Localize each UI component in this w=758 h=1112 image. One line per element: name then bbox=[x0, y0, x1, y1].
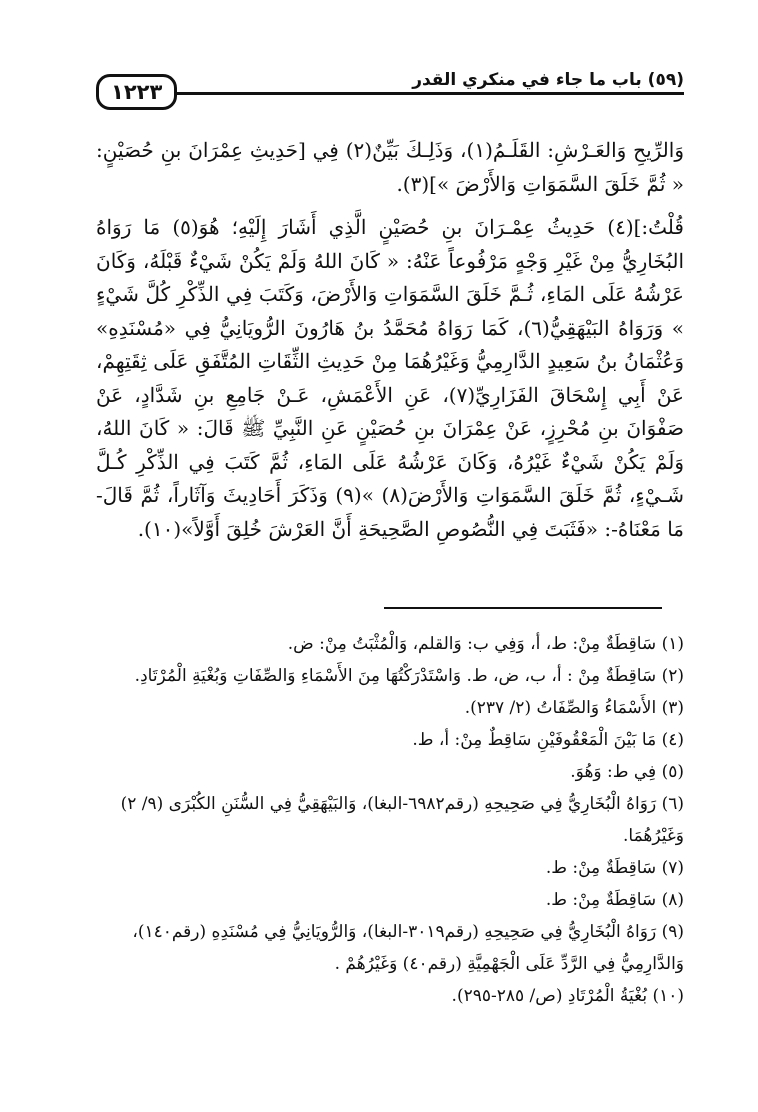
header-rule bbox=[96, 92, 684, 95]
paragraph: قُلْتُ:](٤) حَدِيثُ عِمْـرَانَ بنِ حُصَيْنٍ الَّذِي أَشَارَ إِلَيْهِ؛ هُوَ(٥) مَا رَوَاهُ البُخَارِيُّ مِنْ غَيْرِ وَجْهٍ مَرْفُوعاً عَنْهُ: « كَانَ اللهُ وَلَمْ يَكُنْ شَيْءٌ قَبْلَهُ، وَكَانَ عَرْشُهُ عَلَى المَاءِ، ثُـمَّ خَلَقَ السَّمَوَاتِ وَالأَرْضَ، وَكَتَبَ فِي الذِّكْرِ كُلَّ شَيْءٍ » وَرَوَاهُ البَيْهَقِيُّ(٦)، كَمَا رَوَاهُ مُحَمَّدُ بنُ هَارُونَ الرُّويَانِيُّ فِي «مُسْنَدِهِ» وَعُثْمَانُ بنُ سَعِيدٍ الدَّارِمِيُّ وَغَيْرُهُمَا مِنْ حَدِيثِ الثِّقَاتِ المُتَّفَقِ عَلَى ثِقَتِهِمْ، عَنْ أَبِي إِسْحَاقَ الفَزَارِيِّ(٧)، عَنِ الأَعْمَشِ، عَـنْ جَامِعِ بنِ شَدَّادٍ، عَنْ صَفْوَانَ بنِ مُحْرِزٍ، عَنْ عِمْرَانَ بنِ حُصَيْنٍ عَنِ النَّبِيِّ ﷺ قَالَ: « كَانَ اللهُ، وَلَمْ يَكُنْ شَيْءٌ غَيْرُهُ، وَكَانَ عَرْشُهُ عَلَى المَاءِ، ثُمَّ كَتَبَ فِي الذِّكْرِ كُـلَّ شَـيْءٍ، ثُمَّ خَلَقَ السَّمَوَاتِ وَالأَرْضَ(٨) »(٩) وَذَكَرَ أَحَادِيثَ وَآثَاراً، ثُمَّ قَالَ-مَا مَعْنَاهُ-: «فَثَبَتَ فِي النُّصُوصِ الصَّحِيحَةِ أَنَّ العَرْشَ خُلِقَ أَوَّلاً»(١٠). bbox=[96, 215, 685, 541]
footnote: (٧) سَاقِطَةٌ مِنْ: ط. bbox=[545, 858, 684, 878]
footnote: (٥) فِي ط: وَهُوَ. bbox=[570, 762, 684, 782]
page-header bbox=[96, 64, 684, 106]
footnote: (٦) رَوَاهُ الْبُخَارِيُّ فِي صَحِيحِهِ (رقم٦٩٨٢-البغا)، وَالبَيْهَقِيُّ فِي السُّنَنِ الكُبْرَى (٩/ ٢) وَغَيْرُهُمَا. bbox=[120, 794, 684, 846]
paragraph: وَالرِّيحِ وَالعَـرْشِ: القَلَـمُ(١)، وَذَلِـكَ بَيِّنٌ(٢) فِي [حَدِيثِ عِمْرَانَ بنِ حُصَيْنٍ: « ثُمَّ خَلَقَ السَّمَوَاتِ وَالأَرْضَ »](٣). bbox=[96, 138, 684, 196]
main-text bbox=[96, 134, 684, 546]
footnote: (٢) سَاقِطَةٌ مِنْ : أ، ب، ض، ط. وَاسْتَدْرَكْتُهَا مِنَ الأَسْمَاءِ وَالصِّفَاتِ وَبُغْيَةِ الْمُرْتَادِ. bbox=[134, 666, 684, 686]
page-number: ١٢٢٣ bbox=[96, 74, 177, 110]
footnotes bbox=[96, 628, 684, 1012]
footnote: (٨) سَاقِطَةٌ مِنْ: ط. bbox=[545, 890, 684, 910]
chapter-title: (٥٩) باب ما جاء في منكري القدر bbox=[402, 70, 684, 90]
footnote: (٣) الأَسْمَاءُ وَالصِّفَاتُ (٢/ ٢٣٧). bbox=[464, 698, 684, 718]
footnote: (١) سَاقِطَةٌ مِنْ: ط، أ، وَفِي ب: وَالقلم، وَالْمُثْبَتُ مِنْ: ض. bbox=[287, 634, 684, 654]
footnote: (٤) مَا بَيْنَ الْمَعْقُوفَيْنِ سَاقِطٌ مِنْ: أ، ط. bbox=[412, 730, 684, 750]
footnote: (٩) رَوَاهُ الْبُخَارِيُّ فِي صَحِيحِهِ (رقم٣٠١٩-البغا)، وَالرُّويَانِيُّ فِي مُسْنَدِهِ (رقم١٤٠)، وَالدَّارِمِيُّ فِي الرَّدِّ عَلَى الْجَهْمِيَّةِ (رقم٤٠) وَغَيْرُهُمْ . bbox=[132, 922, 684, 974]
footnote: (١٠) بُغْيَةُ الْمُرْتَادِ (ص/ ٢٨٥-٢٩٥). bbox=[451, 986, 684, 1006]
footnote-separator bbox=[384, 607, 662, 609]
